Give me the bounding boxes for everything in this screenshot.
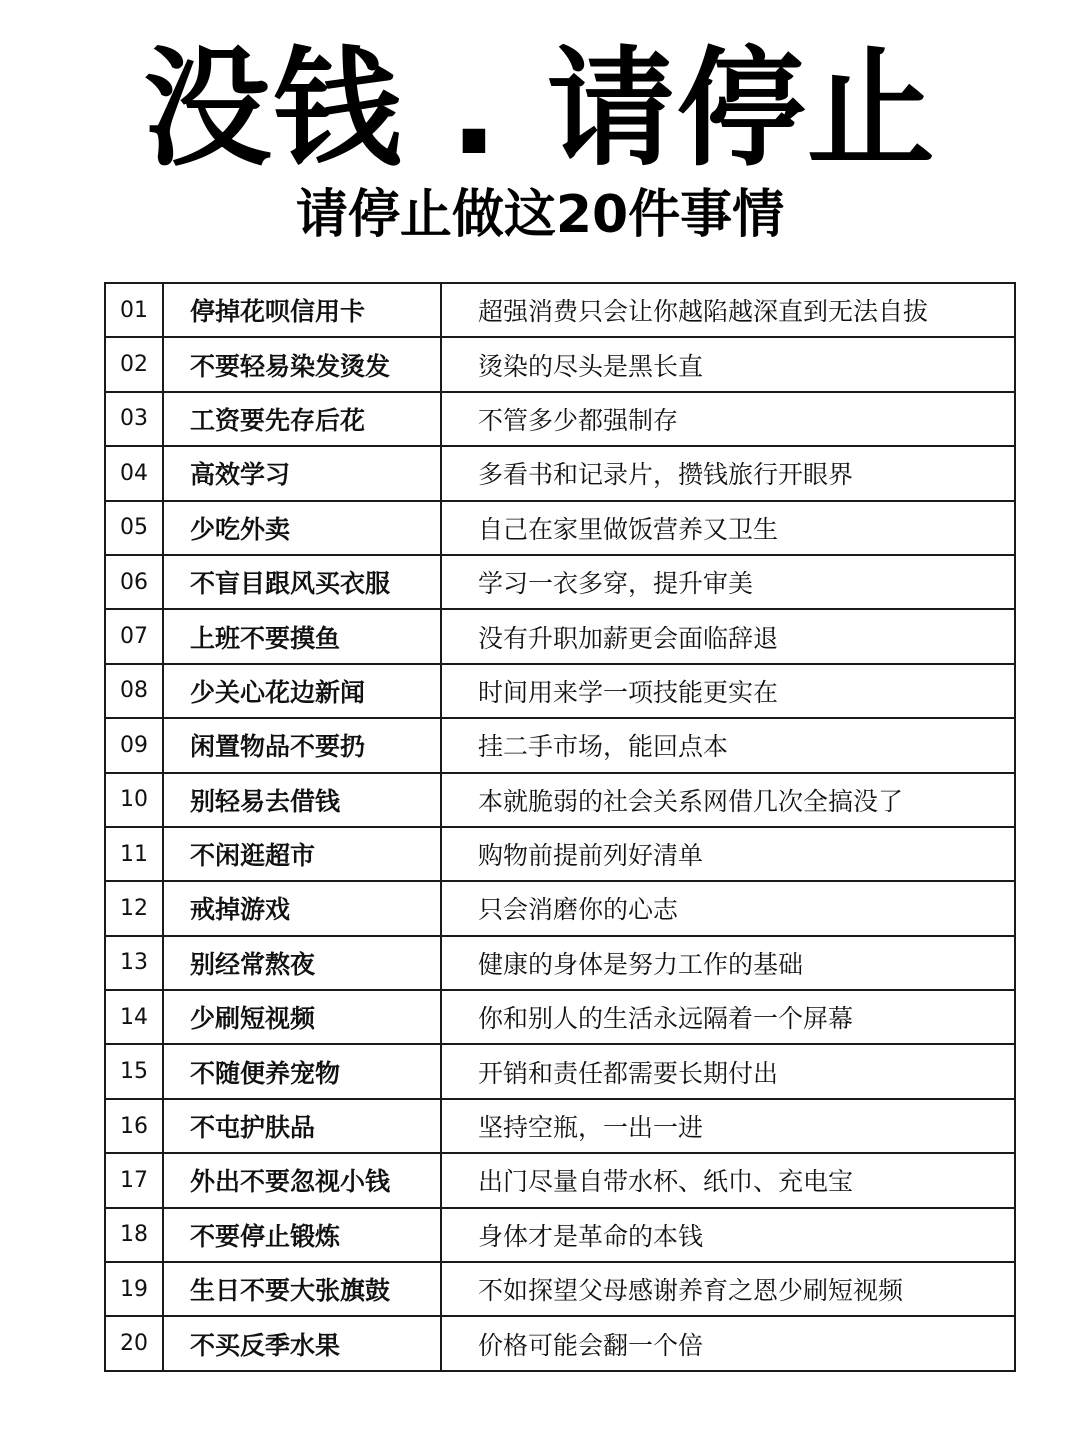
row-item: 不要停止锻炼 (163, 1208, 441, 1262)
page-title: 没钱 . 请停止 (143, 35, 937, 184)
table-row (105, 392, 1015, 446)
row-description: 烫染的尽头是黑长直 (441, 337, 1015, 391)
row-item: 不随便养宠物 (163, 1044, 441, 1098)
row-number: 12 (105, 881, 163, 935)
table-row (105, 1044, 1015, 1098)
row-description: 时间用来学一项技能更实在 (441, 664, 1015, 718)
table-row (105, 827, 1015, 881)
table-row (105, 501, 1015, 555)
row-number: 07 (105, 609, 163, 663)
row-item: 少刷短视频 (163, 990, 441, 1044)
row-number: 19 (105, 1262, 163, 1316)
row-description: 挂二手市场，能回点本 (441, 718, 1015, 772)
row-item: 闲置物品不要扔 (163, 718, 441, 772)
row-description: 你和别人的生活永远隔着一个屏幕 (441, 990, 1015, 1044)
row-item: 高效学习 (163, 446, 441, 500)
row-item: 不屯护肤品 (163, 1099, 441, 1153)
row-number: 18 (105, 1208, 163, 1262)
row-item: 不要轻易染发烫发 (163, 337, 441, 391)
table-row (105, 609, 1015, 663)
row-description: 购物前提前列好清单 (441, 827, 1015, 881)
table-row (105, 881, 1015, 935)
row-item: 工资要先存后花 (163, 392, 441, 446)
row-description: 不如探望父母感谢养育之恩少刷短视频 (441, 1262, 1015, 1316)
row-number: 20 (105, 1316, 163, 1370)
row-item: 别轻易去借钱 (163, 773, 441, 827)
row-number: 05 (105, 501, 163, 555)
rules-table (104, 282, 1016, 1372)
table-row (105, 773, 1015, 827)
row-description: 没有升职加薪更会面临辞退 (441, 609, 1015, 663)
table-row (105, 283, 1015, 337)
table-row (105, 337, 1015, 391)
row-description: 多看书和记录片，攒钱旅行开眼界 (441, 446, 1015, 500)
row-description: 学习一衣多穿，提升审美 (441, 555, 1015, 609)
row-number: 02 (105, 337, 163, 391)
row-number: 15 (105, 1044, 163, 1098)
row-number: 13 (105, 936, 163, 990)
row-number: 09 (105, 718, 163, 772)
row-description: 只会消磨你的心志 (441, 881, 1015, 935)
row-item: 停掉花呗信用卡 (163, 283, 441, 337)
table-row (105, 990, 1015, 1044)
row-description: 自己在家里做饭营养又卫生 (441, 501, 1015, 555)
row-description: 健康的身体是努力工作的基础 (441, 936, 1015, 990)
row-number: 17 (105, 1153, 163, 1207)
row-description: 坚持空瓶，一出一进 (441, 1099, 1015, 1153)
table-row (105, 446, 1015, 500)
row-item: 生日不要大张旗鼓 (163, 1262, 441, 1316)
table-row (105, 1262, 1015, 1316)
row-number: 01 (105, 283, 163, 337)
row-item: 少关心花边新闻 (163, 664, 441, 718)
row-item: 外出不要忽视小钱 (163, 1153, 441, 1207)
row-item: 不盲目跟风买衣服 (163, 555, 441, 609)
row-item: 不闲逛超市 (163, 827, 441, 881)
table-row (105, 555, 1015, 609)
table-row (105, 1153, 1015, 1207)
row-description: 价格可能会翻一个倍 (441, 1316, 1015, 1370)
row-number: 11 (105, 827, 163, 881)
table-row (105, 936, 1015, 990)
row-item: 不买反季水果 (163, 1316, 441, 1370)
row-number: 10 (105, 773, 163, 827)
row-number: 08 (105, 664, 163, 718)
table-row (105, 1208, 1015, 1262)
table-row (105, 1099, 1015, 1153)
table-row (105, 664, 1015, 718)
page-subtitle: 请停止做这20件事情 (295, 185, 785, 245)
rules-table-body (105, 283, 1015, 1371)
row-item: 上班不要摸鱼 (163, 609, 441, 663)
row-number: 16 (105, 1099, 163, 1153)
row-number: 06 (105, 555, 163, 609)
row-item: 戒掉游戏 (163, 881, 441, 935)
row-description: 身体才是革命的本钱 (441, 1208, 1015, 1262)
row-number: 04 (105, 446, 163, 500)
row-item: 别经常熬夜 (163, 936, 441, 990)
row-description: 超强消费只会让你越陷越深直到无法自拔 (441, 283, 1015, 337)
table-row (105, 718, 1015, 772)
row-description: 出门尽量自带水杯、纸巾、充电宝 (441, 1153, 1015, 1207)
table-row (105, 1316, 1015, 1370)
row-number: 14 (105, 990, 163, 1044)
row-item: 少吃外卖 (163, 501, 441, 555)
row-description: 本就脆弱的社会关系网借几次全搞没了 (441, 773, 1015, 827)
row-description: 不管多少都强制存 (441, 392, 1015, 446)
row-number: 03 (105, 392, 163, 446)
row-description: 开销和责任都需要长期付出 (441, 1044, 1015, 1098)
